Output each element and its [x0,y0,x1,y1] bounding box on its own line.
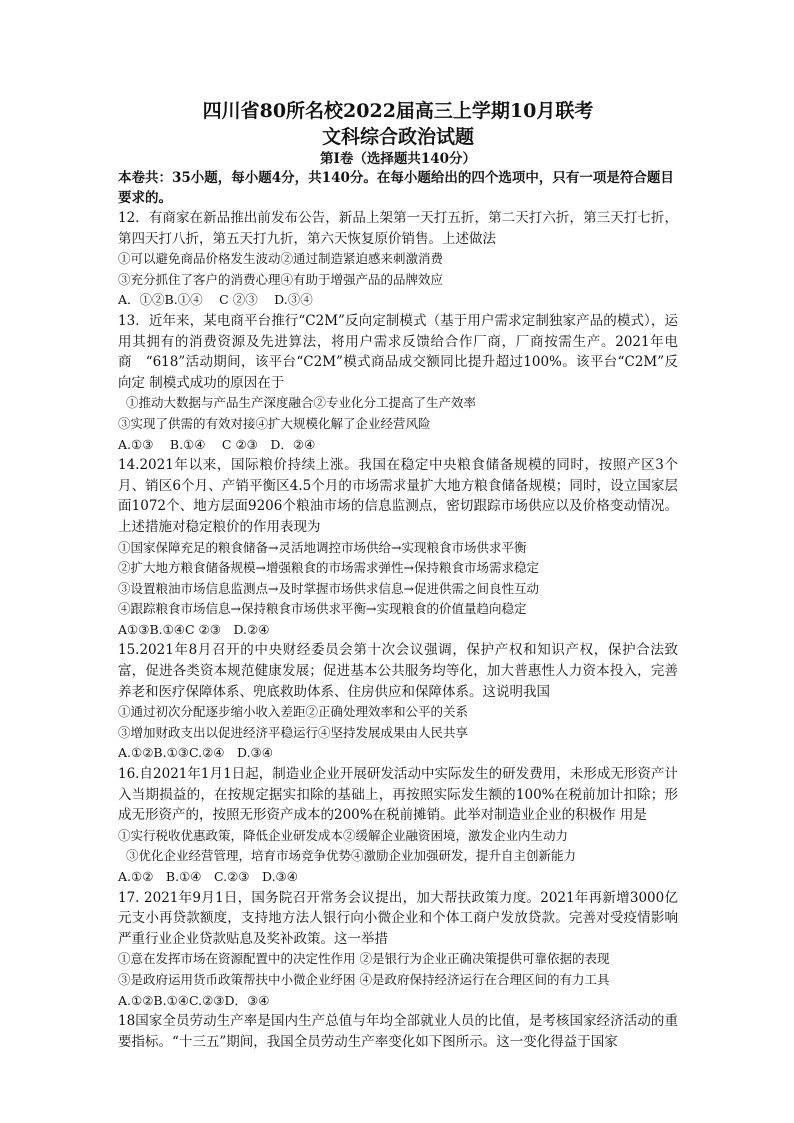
option-line: ②扩大地方粮食储备规模→增强粮食的市场需求弹性→保持粮食市场需求稳定 [118,560,539,576]
option-line: ①可以避免商品价格发生波动②通过制造紧迫感来刺激消费 [118,251,444,267]
question-stem: 12．有商家在新品推出前发布公告，新品上架第一天打五折，第二天打六折，第三天打七折，第四天打八折，第五天打九折，第六天恢复原价销售。上述做法 [118,210,678,247]
option-line: ③设置粮油市场信息监测点→及时掌握市场供求信息→促进供需之间良性互动 [118,580,539,596]
question-14 [118,455,678,640]
option-line: ①实行税收优惠政策，降低企业研发成本②缓解企业融资困境，激发企业内生动力 [118,827,569,843]
answer-choices: A．①②B.①④ C ②③ D.③④ [118,292,313,308]
option-line: ①国家保障充足的粮食储备→灵活地调控市场供给→实现粮食市场供求平衡 [118,539,527,555]
question-stem: 14.2021年以来，国际粮价持续上涨。我国在稳定中央粮食储备规模的同时，按照产区3个月、销区6个月、产销平衡区4.5个月的市场需求量扩大地方粮食储备规模；同时，设立国家层面1072个、地方层面9206个粮油市场的信息监测点，密切跟踪市场供应以及价格变动情况。上述措施对稳定粮价的作用表现为 [118,457,678,535]
question-stem: 17. 2021年9月1日，国务院召开常务会议提出，加大帮扶政策力度。2021年再新增3000亿元支小再贷款额度，支持地方法人银行向小微企业和个体工商户发放贷款。完善对受疫情影响严重行业企业贷款贴息及奖补政策。这一举措 [118,889,678,947]
question-stem: 16.自2021年1月1日起，制造业企业开展研发活动中实际发生的研发费用，未形成无形资产计入当期损益的，在按规定据实扣除的基础上，再按照实际发生额的100%在税前加计扣除；形成无形资产的，按照无形资产成本的200%在税前摊销。此举对制造业企业的积极作 用是 [118,766,678,824]
option-line: ①推动大数据与产品生产深度融合②专业化分工提高了生产效率 [126,395,477,411]
answer-choices: A①③B.①④C ②③ D.②④ [118,621,270,637]
question-stem: 15.2021年8月召开的中央财经委员会第十次会议强调，保护产权和知识产权，保护合法致富，促进各类资本规范健康发展；促进基本公共服务均等化，加大普惠性人力资本投入，完善养老和医疗保障体系、兜底救助体系、住房供应和保障体系。这说明我国 [118,642,678,700]
answer-choices: A.①②B.①④C.②③D．③④ [118,992,270,1008]
section-heading: 第Ⅰ卷（选择题共140分） [320,151,476,167]
option-line: ③增加财政支出以促进经济平稳运行④坚持发展成果由人民共享 [118,724,469,740]
question-16 [118,764,678,888]
question-18 [118,1011,678,1052]
answer-choices: A.①②B.①③C.②④ D.③④ [118,745,273,761]
answer-choices: A.①③ B.①④ C ②③ D．②④ [118,436,316,452]
question-13 [118,311,678,455]
question-17 [118,888,678,1012]
instructions: 本卷共：35小题，每小题4分，共140分。在每小题给出的四个选项中，只有一项是符合题目要求的。 [118,170,674,206]
option-line: ③是政府运用货币政策帮扶中小微企业纾困 ④是政府保持经济运行在合理区间的有力工具 [118,971,610,987]
option-line: ①意在发挥市场在资源配置中的决定性作用 ②是银行为企业正确决策提供可靠依据的表现 [118,951,610,967]
exam-subtitle: 文科综合政治试题 [321,126,474,148]
option-line: ③充分抓住了客户的消费心理④有助于增强产品的品牌效应 [118,271,444,287]
question-stem: 13．近年来，某电商平台推行“C2M”反向定制模式（基于用户需求定制独家产品的模式），运用其拥有的消费资源及先进算法，将用户需求反馈给合作厂商，厂商按需生产。2021年电商 “618”活动期间，该平台“C2M”模式商品成交额同比提升超过100%。该平台“C2M”反向定 制模式成功的原因在于 [118,312,678,391]
exam-title: 四川省80所名校2022届高三上学期10月联考 [202,100,594,122]
option-line: ③实现了供需的有效对接④扩大规模化解了企业经营风险 [118,415,431,431]
option-line: ④跟踪粮食市场信息→保持粮食市场供求平衡→实现粮食的价值量趋向稳定 [118,601,527,617]
option-line: ③优化企业经营管理，培育市场竞争优势④激励企业加强研发，提升自主创新能力 [126,848,577,864]
exam-page [118,98,678,1052]
option-line: ①通过初次分配逐步缩小收入差距②正确处理效率和公平的关系 [118,704,469,720]
question-stem: 18国家全员劳动生产率是国内生产总值与年均全部就业人员的比值，是考核国家经济活动的重要指标。“十三五”期间，我国全员劳动生产率变化如下图所示。这一变化得益于国家 [118,1013,678,1050]
question-12 [118,208,678,311]
answer-choices: A.①② B.①④ C.②③ D.③④ [118,869,298,884]
question-15 [118,640,678,764]
